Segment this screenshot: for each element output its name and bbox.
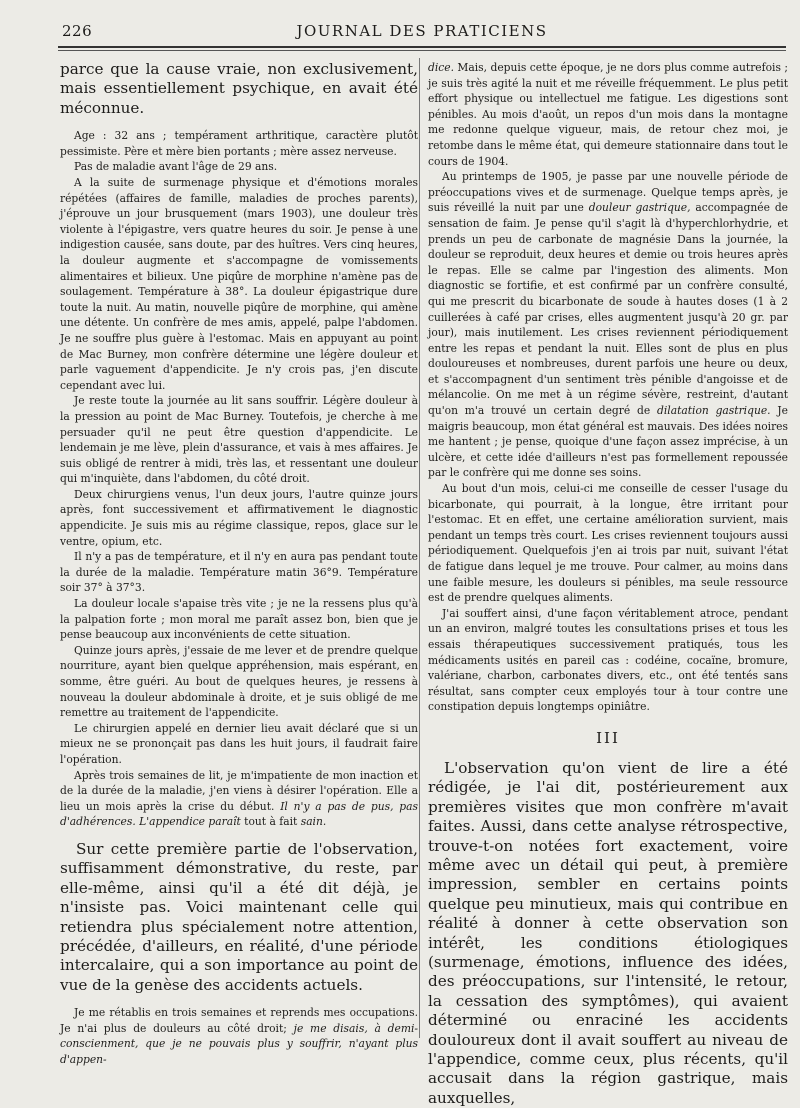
- case-paragraph: Quinze jours après, j'essaie de me lever et de prendre quelque nourriture, ayant bien quelque appréhension, mais espérant, en somme, être guéri. Au bout de quelques heures, je ressens à nouveau la douleur abdominale à droite, et je suis obligé de me remettre au traitement de l'appendicite.: [60, 643, 418, 720]
- right-column: [428, 60, 788, 1108]
- history-note: Pas de maladie avant l'âge de 29 ans.: [74, 160, 278, 174]
- italic-span: dilatation gastrique.: [657, 404, 771, 418]
- case-paragraph: La douleur locale s'apaise très vite ; je ne la ressens plus qu'à la palpation forte ; mon moral me paraît assez bon, bien que je pense beaucoup aux inconvénients de cette situation.: [60, 597, 418, 642]
- running-title: JOURNAL DES PRATICIENS: [296, 22, 548, 40]
- column-divider: [419, 58, 420, 1038]
- page-number: 226: [62, 22, 93, 40]
- italic-span: dice.: [428, 61, 454, 74]
- commentary-paragraph: Sur cette première partie de l'observation, suffisamment démonstrative, du reste, par elle-même, ainsi qu'il a été dit déjà, je n'insiste pas. Voici maintenant celle qui retiendra plus spécialement notre attention, précédée, d'ailleurs, en réalité, d'une période intercalaire, qui a son importance au point de vue de la genèse des accidents actuels.: [60, 839, 418, 994]
- case-paragraph: Je reste toute la journée au lit sans souffrir. Légère douleur à la pression au point de Mac Burney. Toutefois, je cherche à me persuader qu'il ne peut être question d'appendicite. Le lendemain je me lève, plein d'assurance, et vais à mes affaires. Je suis obligé de rentrer à midi, très las, et ressentant une douleur qui m'inquiète, dans l'abdomen, du côté droit.: [60, 394, 418, 486]
- text-span: Mais, depuis cette époque, je ne dors plus comme autrefois ; je suis très agité la nuit et me réveille fréquemment. Le plus petit effort physique ou intellectuel me fatigue. Les digestions sont pénibles. Au mois d'août, un repos d'un mois dans la montagne me redonne quelque vigueur, mais, de retour chez moi, je retombe dans le même état, qui demeure stationnaire dans tout le cours de 1904.: [428, 61, 788, 168]
- page-header: [58, 20, 786, 42]
- text-span: Je me rétablis en trois semaines et reprends mes occupations. Je n'ai plus de douleurs au côté droit;: [60, 1006, 418, 1035]
- section-heading: III: [596, 728, 620, 747]
- italic-span: je me disais, à demi-conscienment, que je ne pouvais plus y souffrir, n'ayant plus d'appen-: [60, 1021, 418, 1066]
- intro-paragraph: parce que la cause vraie, non exclusivement, mais essentiellement psychique, en avait été méconnue.: [60, 60, 418, 117]
- text-span: Je maigris beaucoup, mon état général est mauvais. Des idées noires me hantent ; je pense, quoique d'une façon assez imprécise, à un ulcère, et cette idée d'ailleurs n'est pas formellement repoussée par le confrère qui me donne ses soins.: [428, 404, 788, 480]
- text-span: Après trois semaines de lit, je m'impatiente de mon inaction et de la durée de la maladie, j'en viens à désirer l'opération. Elle a lieu un mois après la crise du début.: [60, 768, 418, 813]
- patient-age: Age : 32 ans ; tempérament arthritique, caractère plutôt pessimiste. Père et mère bien portants ; mère assez nerveuse.: [60, 129, 418, 158]
- case-paragraph: Au bout d'un mois, celui-ci me conseille de cesser l'usage du bicarbonate, qui pourrait, à la longue, être irritant pour l'estomac. Et en effet, une certaine amélioration survient, mais pendant un temps très court. Les crises reviennent toujours aussi périodiquement. Quelquefois j'en ai trois par nuit, suivant l'état de fatigue dans lequel je me trouve. Pour calmer, au moins dans une faible mesure, les douleurs si pénibles, ma seule ressource est de prendre quelques aliments.: [428, 482, 788, 605]
- case-paragraph: [60, 1005, 418, 1067]
- text-span: tout à fait: [240, 815, 301, 829]
- case-paragraph: Le chirurgien appelé en dernier lieu avait déclaré que si un mieux ne se prononçait pas dans les huit jours, il faudrait faire l'opération.: [60, 721, 418, 766]
- text-span: Au printemps de 1905, je passe par une nouvelle période de préoccupations vives et de surmenage. Quelque temps après, je suis réveillé la nuit par une: [428, 170, 788, 215]
- header-rule-thin: [58, 50, 786, 51]
- case-paragraph: Deux chirurgiens venus, l'un deux jours, l'autre quinze jours après, font successivement et affirmativement le diagnostic appendicite. Je suis mis au régime classique, repos, glace sur le ventre, opium, etc.: [60, 487, 418, 548]
- text-span: accompagnée de sensation de faim. Je pense qu'il s'agit là d'hyperchlorhydrie, et prends un peu de carbonate de magnésie Dans la journée, la douleur se reproduit, deux heures et demie ou trois heures après le repas. Elle se calme par l'ingestion des aliments. Mon diagnostic se fortifie, et est confirmé par un confrère consulté, qui me prescrit du bicarbonate de soude à hautes doses (1 à 2 cuillerées à café par crises, elles augmentent jusqu'à 20 gr. par jour), mais inutilement. Les crises reviennent périodiquement entre les repas et pendant la nuit. Elles sont de plus en plus douloureuses et nombreuses, durent parfois une heure ou deux, et s'accompagnent d'un sentiment très pénible d'angoisse et de mélancolie. On me met à un régime sévère, restreint, d'autant qu'on m'a trouvé un certain degré de: [428, 201, 788, 418]
- header-rule: [58, 46, 786, 48]
- italic-span: Il n'y a pas de pus, pas d'adhérences. L'appendice paraît: [60, 799, 418, 829]
- italic-span: douleur gastrique,: [588, 201, 691, 215]
- case-paragraph: Il n'y a pas de température, et il n'y en aura pas pendant toute la durée de la maladie. Température matin 36°9. Température soir 37° à 37°3.: [60, 550, 418, 595]
- case-paragraph: A la suite de surmenage physique et d'émotions morales répétées (affaires de famille, maladies de proches parents), j'éprouve un jour brusquement (mars 1903), une douleur très violente à l'épigastre, vers quatre heures du soir. Je pense à une indigestion causée, sans doute, par des huîtres. Vers cinq heures, la douleur augmente et s'accompagne de vomissements alimentaires et bilieux. Une piqûre de morphine n'amène pas de soulagement. Température à 38°. La douleur épigastrique dure toute la nuit. Au matin, nouvelle piqûre de morphine, qui amène une détente. Un confrère de mes amis, appelé, palpe l'abdomen. Je ne souffre plus guère à l'estomac. Mais en appuyant au point de Mac Burney, mon confrère détermine une légère douleur et parle vaguement d'appendicite. Je n'y crois pas, j'en discute cependant avec lui.: [60, 176, 418, 392]
- case-paragraph: [428, 169, 788, 481]
- left-column: [60, 60, 418, 1068]
- commentary-paragraph: L'observation qu'on vient de lire a été rédigée, je l'ai dit, postérieurement aux premières visites que mon confrère m'avait faites. Aussi, dans cette analyse rétrospective, trouve-t-on notées fort exactement, voire même avec un détail qui peut, à première impression, sembler en certains points quelque peu minutieux, mais qui contribue en réalité à donner à cette observation son intérêt, les conditions étiologiques (surmenage, émotions, influence des idées, des préoccupations, sur l'intensité, le retour, la cessation des symptômes), qui avaient déterminé ou enraciné les accidents douloureux dont il avait souffert au niveau de l'appendice, comme ceux, plus récents, qu'il accusait dans la région gastrique, mais auxquelles,: [428, 758, 788, 1107]
- case-paragraph: [60, 768, 418, 830]
- case-paragraph: [428, 60, 788, 169]
- case-paragraph: J'ai souffert ainsi, d'une façon véritablement atroce, pendant un an environ, malgré toutes les consultations prises et tous les essais thérapeutiques successivement pratiqués, tous les médicaments usités en pareil cas : codéine, cocaïne, bromure, valériane, charbon, carbonates divers, etc., ont été tentés sans résultat, sans compter ceux employés tour à tour contre une constipation depuis longtemps opiniâtre.: [428, 606, 788, 714]
- italic-span: sain.: [300, 815, 327, 829]
